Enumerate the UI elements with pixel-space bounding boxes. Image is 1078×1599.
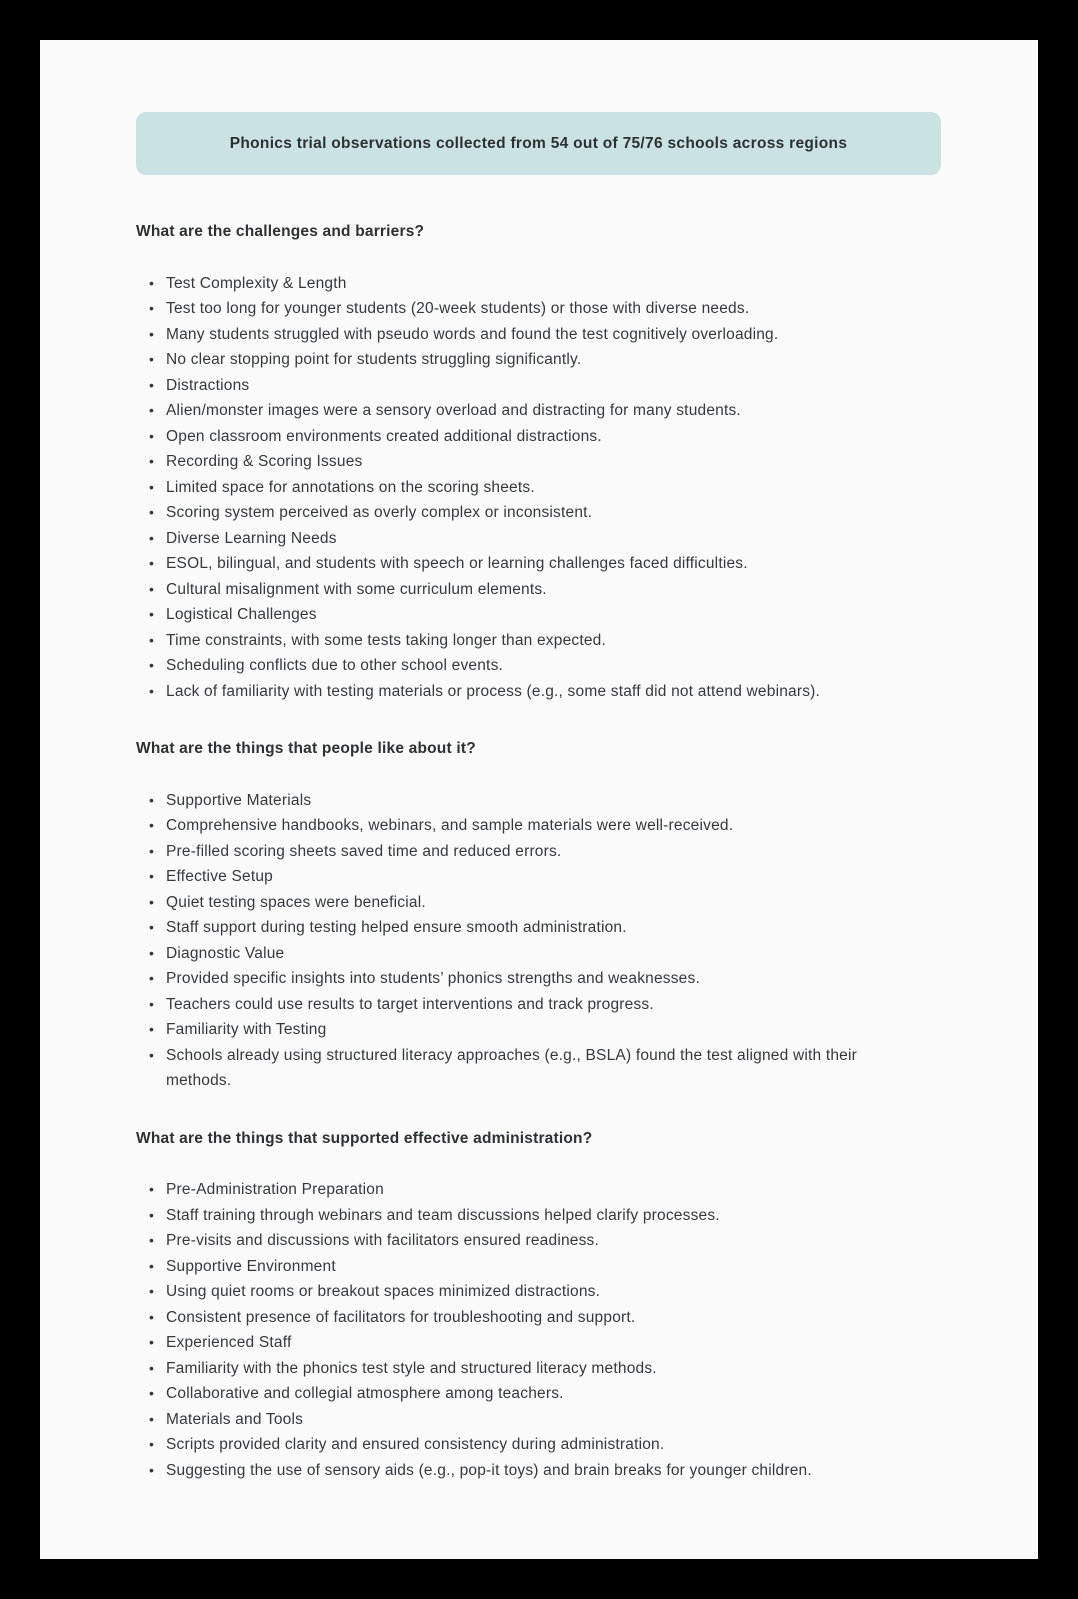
list-item: • Suggesting the use of sensory aids (e.g., pop-it toys) and brain breaks for younger children. <box>149 1458 879 1484</box>
section-heading: What are the challenges and barriers? <box>136 223 425 240</box>
list-item: • Diagnostic Value <box>149 941 879 967</box>
list-item: • Time constraints, with some tests taking longer than expected. <box>149 628 879 654</box>
list-item: • Consistent presence of facilitators for troubleshooting and support. <box>149 1305 879 1331</box>
list-item: • Many students struggled with pseudo words and found the test cognitively overloading. <box>149 322 879 348</box>
bullet-list <box>136 788 879 1094</box>
list-item: • Supportive Materials <box>149 788 879 814</box>
list-item: • Comprehensive handbooks, webinars, and sample materials were well-received. <box>149 813 879 839</box>
list-item: • Staff training through webinars and team discussions helped clarify processes. <box>149 1203 879 1229</box>
list-item: • Materials and Tools <box>149 1407 879 1433</box>
bullet-list <box>136 1177 879 1483</box>
list-item: • Lack of familiarity with testing materials or process (e.g., some staff did not attend webinars). <box>149 679 879 705</box>
list-item: • Limited space for annotations on the scoring sheets. <box>149 475 879 501</box>
list-item: • Staff support during testing helped ensure smooth administration. <box>149 915 879 941</box>
list-item: • Pre-Administration Preparation <box>149 1177 879 1203</box>
list-item: • Collaborative and collegial atmosphere among teachers. <box>149 1381 879 1407</box>
list-item: • Open classroom environments created additional distractions. <box>149 424 879 450</box>
page-content <box>40 40 1038 1483</box>
title-banner-text: Phonics trial observations collected from 54 out of 75/76 schools across regions <box>229 134 848 152</box>
list-item: • Distractions <box>149 373 879 399</box>
list-item: • ESOL, bilingual, and students with speech or learning challenges faced difficulties. <box>149 551 879 577</box>
list-item: • Test Complexity & Length <box>149 271 879 297</box>
document-page <box>40 40 1038 1559</box>
list-item: • Pre-visits and discussions with facilitators ensured readiness. <box>149 1228 879 1254</box>
list-item: • Scoring system perceived as overly complex or inconsistent. <box>149 500 879 526</box>
list-item: • Scripts provided clarity and ensured consistency during administration. <box>149 1432 879 1458</box>
bullet-list <box>136 271 879 705</box>
list-item: • Scheduling conflicts due to other school events. <box>149 653 879 679</box>
list-item: • Alien/monster images were a sensory overload and distracting for many students. <box>149 398 879 424</box>
section-heading: What are the things that people like about it? <box>136 740 476 757</box>
list-item: • Using quiet rooms or breakout spaces minimized distractions. <box>149 1279 879 1305</box>
section-challenges-and-barriers <box>136 219 982 704</box>
list-item: • Logistical Challenges <box>149 602 879 628</box>
list-item: • Effective Setup <box>149 864 879 890</box>
section-effective-administration <box>136 1126 982 1484</box>
section-heading: What are the things that supported effective administration? <box>136 1129 593 1147</box>
title-banner <box>136 112 941 175</box>
list-item: • Test too long for younger students (20-week students) or those with diverse needs. <box>149 296 879 322</box>
list-item: • Recording & Scoring Issues <box>149 449 879 475</box>
list-item: • Experienced Staff <box>149 1330 879 1356</box>
section-things-people-like <box>136 736 982 1094</box>
list-item: • Provided specific insights into students’ phonics strengths and weaknesses. <box>149 966 879 992</box>
list-item: • Cultural misalignment with some curriculum elements. <box>149 577 879 603</box>
list-item: • Teachers could use results to target interventions and track progress. <box>149 992 879 1018</box>
list-item: • Quiet testing spaces were beneficial. <box>149 890 879 916</box>
list-item: • No clear stopping point for students struggling significantly. <box>149 347 879 373</box>
list-item: • Schools already using structured literacy approaches (e.g., BSLA) found the test aligned with their methods. <box>149 1043 879 1094</box>
list-item: • Diverse Learning Needs <box>149 526 879 552</box>
list-item: • Familiarity with the phonics test style and structured literacy methods. <box>149 1356 879 1382</box>
list-item: • Supportive Environment <box>149 1254 879 1280</box>
list-item: • Pre-filled scoring sheets saved time and reduced errors. <box>149 839 879 865</box>
list-item: • Familiarity with Testing <box>149 1017 879 1043</box>
